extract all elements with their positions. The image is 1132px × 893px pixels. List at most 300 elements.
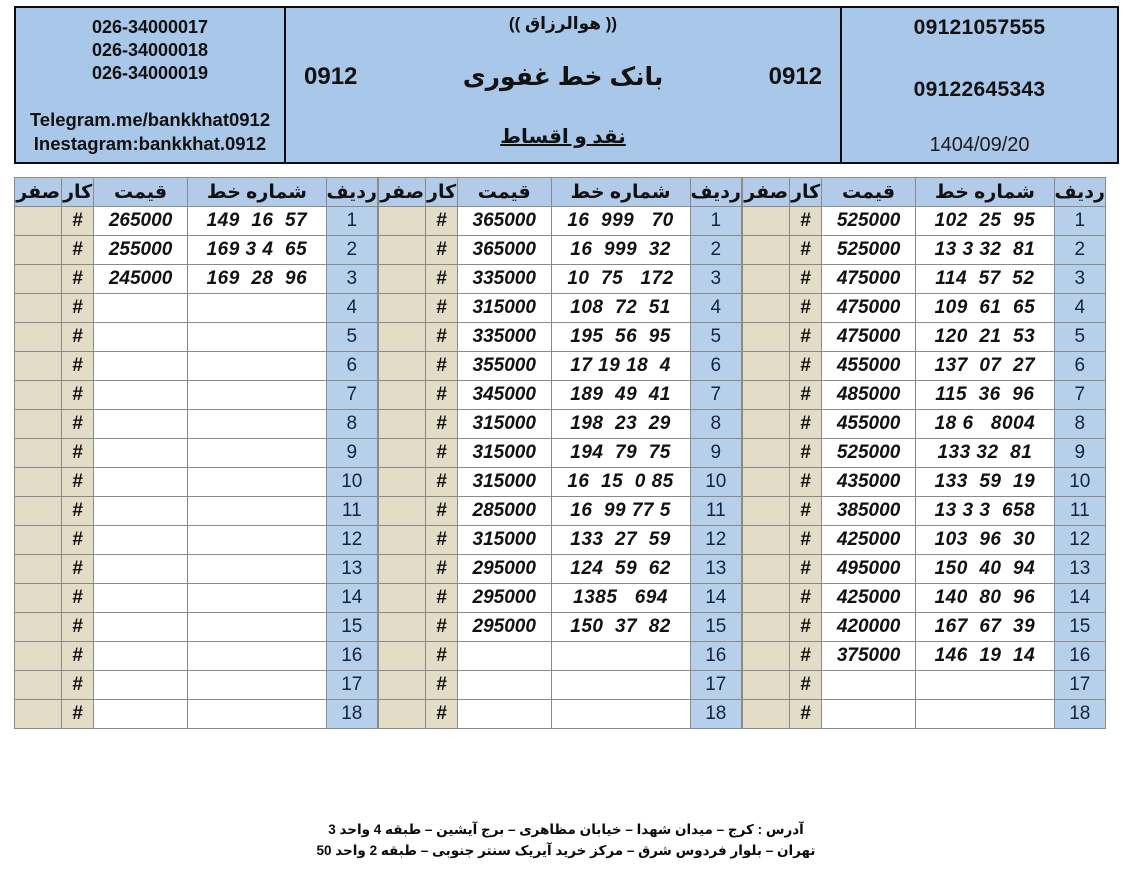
price-cell[interactable]: 355000 (457, 352, 551, 381)
landline-3: 026-34000019 (91, 63, 209, 84)
line-number-cell[interactable] (188, 526, 326, 555)
price-cell[interactable]: 295000 (457, 613, 551, 642)
zero-status-cell[interactable] (743, 323, 790, 352)
zero-status-cell[interactable] (379, 497, 426, 526)
column-header-index: ردیف (690, 178, 741, 207)
column-header-index: ردیف (1054, 178, 1105, 207)
line-number-cell[interactable]: 16 15 0 85 (551, 468, 690, 497)
price-cell[interactable] (93, 381, 187, 410)
line-number-cell[interactable] (188, 700, 326, 729)
zero-status-cell[interactable] (15, 555, 62, 584)
price-cell[interactable]: 315000 (457, 468, 551, 497)
zero-status-cell[interactable] (15, 439, 62, 468)
price-cell[interactable]: 245000 (93, 265, 187, 294)
row-index-cell: 13 (1054, 555, 1105, 584)
line-number-cell[interactable] (551, 642, 690, 671)
line-number-cell[interactable] (188, 613, 326, 642)
price-cell[interactable] (93, 439, 187, 468)
work-status-cell[interactable]: # (426, 642, 458, 671)
work-status-cell[interactable]: # (426, 584, 458, 613)
zero-status-cell[interactable] (379, 700, 426, 729)
work-status-cell[interactable]: # (426, 700, 458, 729)
zero-status-cell[interactable] (743, 294, 790, 323)
zero-status-cell[interactable] (379, 207, 426, 236)
line-number-cell[interactable]: 133 32 81 (916, 439, 1054, 468)
table-row (743, 207, 1106, 236)
zero-status-cell[interactable] (379, 294, 426, 323)
price-cell[interactable] (93, 671, 187, 700)
zero-status-cell[interactable] (743, 671, 790, 700)
work-status-cell[interactable]: # (426, 265, 458, 294)
price-cell[interactable]: 425000 (821, 526, 915, 555)
zero-status-cell[interactable] (743, 410, 790, 439)
price-cell[interactable] (457, 700, 551, 729)
instagram-handle[interactable]: Inestagram:bankkhat.0912 (33, 132, 267, 154)
work-status-cell[interactable]: # (426, 207, 458, 236)
line-number-cell[interactable]: 137 07 27 (916, 352, 1054, 381)
work-status-cell[interactable]: # (790, 236, 822, 265)
line-number-cell[interactable] (188, 671, 326, 700)
price-cell[interactable]: 285000 (457, 497, 551, 526)
price-cell[interactable] (93, 584, 187, 613)
line-number-cell[interactable] (188, 381, 326, 410)
table-header-row (379, 178, 742, 207)
row-index-cell: 6 (326, 352, 377, 381)
table-row (743, 381, 1106, 410)
zero-status-cell[interactable] (743, 468, 790, 497)
price-cell[interactable] (93, 294, 187, 323)
table-row (379, 323, 742, 352)
price-cell[interactable]: 375000 (821, 642, 915, 671)
table-row (743, 526, 1106, 555)
table-row (743, 352, 1106, 381)
row-index-cell: 11 (326, 497, 377, 526)
work-status-cell[interactable]: # (426, 526, 458, 555)
table-row (379, 584, 742, 613)
zero-status-cell[interactable] (379, 323, 426, 352)
work-status-cell[interactable]: # (62, 613, 94, 642)
zero-status-cell[interactable] (15, 323, 62, 352)
zero-status-cell[interactable] (15, 700, 62, 729)
price-cell[interactable]: 425000 (821, 584, 915, 613)
line-number-cell[interactable]: 198 23 29 (551, 410, 690, 439)
table-row (379, 555, 742, 584)
line-number-cell[interactable] (916, 700, 1054, 729)
work-status-cell[interactable]: # (62, 410, 94, 439)
line-number-cell[interactable]: 16 999 32 (551, 236, 690, 265)
zero-status-cell[interactable] (743, 584, 790, 613)
line-number-cell[interactable] (188, 294, 326, 323)
zero-status-cell[interactable] (743, 352, 790, 381)
zero-status-cell[interactable] (15, 381, 62, 410)
zero-status-cell[interactable] (743, 700, 790, 729)
work-status-cell[interactable]: # (790, 294, 822, 323)
work-status-cell[interactable]: # (426, 323, 458, 352)
row-index-cell: 8 (326, 410, 377, 439)
work-status-cell[interactable]: # (790, 642, 822, 671)
price-cell[interactable] (821, 700, 915, 729)
line-number-cell[interactable]: 1385 694 (551, 584, 690, 613)
zero-status-cell[interactable] (379, 526, 426, 555)
row-index-cell: 7 (690, 381, 741, 410)
row-index-cell: 1 (690, 207, 741, 236)
work-status-cell[interactable]: # (62, 236, 94, 265)
zero-status-cell[interactable] (379, 236, 426, 265)
work-status-cell[interactable]: # (62, 526, 94, 555)
line-number-cell[interactable] (188, 468, 326, 497)
table-row (15, 526, 378, 555)
price-cell[interactable] (93, 468, 187, 497)
work-status-cell[interactable]: # (62, 207, 94, 236)
line-number-cell[interactable]: 169 28 96 (188, 265, 326, 294)
payment-terms-text: نقد و اقساط (500, 126, 626, 148)
price-cell[interactable]: 525000 (821, 439, 915, 468)
zero-status-cell[interactable] (743, 439, 790, 468)
row-index-cell: 17 (690, 671, 741, 700)
table-row (15, 613, 378, 642)
price-cell[interactable]: 525000 (821, 236, 915, 265)
table-row (379, 497, 742, 526)
line-number-cell[interactable]: 108 72 51 (551, 294, 690, 323)
table-row (15, 439, 378, 468)
price-cell[interactable]: 345000 (457, 381, 551, 410)
line-number-cell[interactable]: 102 25 95 (916, 207, 1054, 236)
work-status-cell[interactable]: # (62, 642, 94, 671)
price-cell[interactable]: 315000 (457, 294, 551, 323)
zero-status-cell[interactable] (15, 207, 62, 236)
price-cell[interactable] (93, 323, 187, 352)
price-cell[interactable] (93, 700, 187, 729)
line-number-cell[interactable]: 189 49 41 (551, 381, 690, 410)
price-cell[interactable] (93, 613, 187, 642)
document-header (14, 6, 1119, 164)
line-number-cell[interactable] (551, 700, 690, 729)
line-number-cell[interactable]: 124 59 62 (551, 555, 690, 584)
row-index-cell: 18 (690, 700, 741, 729)
table-row (379, 700, 742, 729)
table-row (743, 555, 1106, 584)
document-footer (0, 820, 1132, 862)
work-status-cell[interactable]: # (62, 468, 94, 497)
row-index-cell: 4 (326, 294, 377, 323)
page-title: بانک خط غفوری (462, 63, 664, 91)
row-index-cell: 9 (326, 439, 377, 468)
zero-status-cell[interactable] (15, 352, 62, 381)
work-status-cell[interactable]: # (790, 700, 822, 729)
zero-status-cell[interactable] (743, 207, 790, 236)
line-number-cell[interactable]: 17 19 18 4 (551, 352, 690, 381)
price-cell[interactable]: 385000 (821, 497, 915, 526)
price-tables (14, 177, 1106, 729)
line-number-cell[interactable] (188, 323, 326, 352)
line-number-cell[interactable]: 140 80 96 (916, 584, 1054, 613)
line-number-cell[interactable]: 195 56 95 (551, 323, 690, 352)
work-status-cell[interactable]: # (62, 700, 94, 729)
work-status-cell[interactable]: # (790, 352, 822, 381)
work-status-cell[interactable]: # (790, 613, 822, 642)
work-status-cell[interactable]: # (426, 410, 458, 439)
line-number-cell[interactable] (916, 671, 1054, 700)
line-number-cell[interactable]: 194 79 75 (551, 439, 690, 468)
zero-status-cell[interactable] (15, 410, 62, 439)
table-row (15, 381, 378, 410)
row-index-cell: 5 (326, 323, 377, 352)
landline-group (92, 16, 208, 85)
work-status-cell[interactable]: # (790, 439, 822, 468)
column-header-zero: صفر (379, 178, 426, 207)
price-cell[interactable]: 435000 (821, 468, 915, 497)
price-cell[interactable]: 295000 (457, 555, 551, 584)
price-cell[interactable]: 420000 (821, 613, 915, 642)
work-status-cell[interactable]: # (62, 323, 94, 352)
column-header-index: ردیف (326, 178, 377, 207)
zero-status-cell[interactable] (743, 613, 790, 642)
table-row (15, 265, 378, 294)
line-number-cell[interactable]: 16 99 77 5 (551, 497, 690, 526)
work-status-cell[interactable]: # (426, 294, 458, 323)
price-cell[interactable]: 335000 (457, 323, 551, 352)
line-number-cell[interactable]: 103 96 30 (916, 526, 1054, 555)
work-status-cell[interactable]: # (790, 526, 822, 555)
line-number-cell[interactable]: 10 75 172 (551, 265, 690, 294)
price-cell[interactable]: 315000 (457, 410, 551, 439)
row-index-cell: 6 (690, 352, 741, 381)
zero-status-cell[interactable] (743, 265, 790, 294)
column-header-price: قیمت (93, 178, 187, 207)
table-row (379, 352, 742, 381)
zero-status-cell[interactable] (15, 236, 62, 265)
column-header-work: کار (790, 178, 822, 207)
line-number-cell[interactable]: 114 57 52 (916, 265, 1054, 294)
price-cell[interactable] (93, 410, 187, 439)
price-cell[interactable]: 365000 (457, 207, 551, 236)
line-number-cell[interactable]: 133 59 19 (916, 468, 1054, 497)
price-cell[interactable] (93, 352, 187, 381)
zero-status-cell[interactable] (15, 613, 62, 642)
landline-2: 026-34000018 (91, 40, 209, 61)
zero-status-cell[interactable] (379, 584, 426, 613)
work-status-cell[interactable]: # (426, 555, 458, 584)
row-index-cell: 11 (1054, 497, 1105, 526)
price-cell[interactable]: 265000 (93, 207, 187, 236)
price-cell[interactable] (821, 671, 915, 700)
price-cell[interactable]: 475000 (821, 323, 915, 352)
price-cell[interactable]: 295000 (457, 584, 551, 613)
line-number-cell[interactable]: 150 40 94 (916, 555, 1054, 584)
row-index-cell: 7 (1054, 381, 1105, 410)
line-number-cell[interactable] (188, 352, 326, 381)
line-number-cell[interactable] (188, 439, 326, 468)
price-cell[interactable] (93, 642, 187, 671)
work-status-cell[interactable]: # (62, 671, 94, 700)
work-status-cell[interactable]: # (426, 497, 458, 526)
header-contact-landline (16, 8, 284, 162)
row-index-cell: 10 (326, 468, 377, 497)
zero-status-cell[interactable] (379, 410, 426, 439)
price-cell[interactable]: 255000 (93, 236, 187, 265)
line-number-cell[interactable]: 16 999 70 (551, 207, 690, 236)
line-number-cell[interactable]: 13 3 3 658 (916, 497, 1054, 526)
address-karaj: آدرس : کرج – میدان شهدا – خیابان مظاهری – برج آیشین – طبقه 4 واحد 3 (328, 822, 804, 837)
zero-status-cell[interactable] (743, 642, 790, 671)
zero-status-cell[interactable] (15, 642, 62, 671)
column-header-line-number: شماره خط (188, 178, 326, 207)
telegram-handle[interactable]: Telegram.me/bankkhat0912 (29, 108, 271, 130)
work-status-cell[interactable]: # (426, 352, 458, 381)
column-header-price: قیمت (821, 178, 915, 207)
column-header-work: کار (426, 178, 458, 207)
row-index-cell: 13 (326, 555, 377, 584)
work-status-cell[interactable]: # (790, 381, 822, 410)
zero-status-cell[interactable] (379, 671, 426, 700)
row-index-cell: 10 (690, 468, 741, 497)
work-status-cell[interactable]: # (790, 584, 822, 613)
price-cell[interactable] (457, 671, 551, 700)
zero-status-cell[interactable] (15, 265, 62, 294)
zero-status-cell[interactable] (743, 381, 790, 410)
price-cell[interactable]: 475000 (821, 294, 915, 323)
price-cell[interactable]: 335000 (457, 265, 551, 294)
work-status-cell[interactable]: # (426, 236, 458, 265)
work-status-cell[interactable]: # (62, 439, 94, 468)
work-status-cell[interactable]: # (790, 265, 822, 294)
row-index-cell: 5 (690, 323, 741, 352)
zero-status-cell[interactable] (15, 294, 62, 323)
line-number-cell[interactable]: 109 61 65 (916, 294, 1054, 323)
line-number-cell[interactable]: 13 3 32 81 (916, 236, 1054, 265)
price-cell[interactable]: 455000 (821, 410, 915, 439)
work-status-cell[interactable]: # (790, 323, 822, 352)
work-status-cell[interactable]: # (790, 555, 822, 584)
table-row (15, 497, 378, 526)
row-index-cell: 2 (326, 236, 377, 265)
work-status-cell[interactable]: # (62, 265, 94, 294)
line-number-cell[interactable]: 146 19 14 (916, 642, 1054, 671)
line-number-cell[interactable]: 169 3 4 65 (188, 236, 326, 265)
price-table-3 (14, 177, 378, 729)
line-number-cell[interactable] (188, 642, 326, 671)
price-cell[interactable]: 455000 (821, 352, 915, 381)
work-status-cell[interactable]: # (62, 555, 94, 584)
zero-status-cell[interactable] (743, 526, 790, 555)
price-cell[interactable]: 485000 (821, 381, 915, 410)
zero-status-cell[interactable] (15, 497, 62, 526)
line-number-cell[interactable] (188, 555, 326, 584)
work-status-cell[interactable]: # (62, 352, 94, 381)
zero-status-cell[interactable] (743, 555, 790, 584)
work-status-cell[interactable]: # (790, 671, 822, 700)
zero-status-cell[interactable] (15, 671, 62, 700)
line-number-cell[interactable] (188, 410, 326, 439)
table-header-row (15, 178, 378, 207)
table-row (379, 613, 742, 642)
work-status-cell[interactable]: # (426, 671, 458, 700)
price-cell[interactable] (93, 555, 187, 584)
brand-row (286, 62, 840, 92)
zero-status-cell[interactable] (379, 439, 426, 468)
bismillah-text: (( هوالرزاق )) (508, 14, 618, 33)
line-number-cell[interactable] (188, 497, 326, 526)
work-status-cell[interactable]: # (426, 381, 458, 410)
row-index-cell: 14 (690, 584, 741, 613)
work-status-cell[interactable]: # (790, 468, 822, 497)
document-date: 1404/09/20 (929, 133, 1030, 156)
line-number-cell[interactable] (188, 584, 326, 613)
zero-status-cell[interactable] (379, 555, 426, 584)
line-number-cell[interactable]: 120 21 53 (916, 323, 1054, 352)
row-index-cell: 4 (1054, 294, 1105, 323)
table-row (15, 410, 378, 439)
price-cell[interactable]: 315000 (457, 439, 551, 468)
row-index-cell: 3 (326, 265, 377, 294)
zero-status-cell[interactable] (15, 526, 62, 555)
work-status-cell[interactable]: # (62, 381, 94, 410)
table-row (15, 352, 378, 381)
work-status-cell[interactable]: # (62, 294, 94, 323)
zero-status-cell[interactable] (379, 381, 426, 410)
row-index-cell: 18 (1054, 700, 1105, 729)
work-status-cell[interactable]: # (426, 468, 458, 497)
zero-status-cell[interactable] (15, 468, 62, 497)
price-cell[interactable]: 365000 (457, 236, 551, 265)
price-cell[interactable]: 525000 (821, 207, 915, 236)
line-number-cell[interactable]: 150 37 82 (551, 613, 690, 642)
work-status-cell[interactable]: # (790, 497, 822, 526)
price-cell[interactable]: 495000 (821, 555, 915, 584)
table-row (15, 294, 378, 323)
line-number-cell[interactable]: 18 6 8004 (916, 410, 1054, 439)
line-number-cell[interactable]: 115 36 96 (916, 381, 1054, 410)
row-index-cell: 15 (690, 613, 741, 642)
column-header-line-number: شماره خط (916, 178, 1054, 207)
social-group (30, 108, 270, 156)
table-row (743, 700, 1106, 729)
table-row (379, 381, 742, 410)
zero-status-cell[interactable] (15, 584, 62, 613)
table-row (15, 700, 378, 729)
work-status-cell[interactable]: # (62, 497, 94, 526)
zero-status-cell[interactable] (379, 613, 426, 642)
table-row (15, 323, 378, 352)
table-row (743, 236, 1106, 265)
zero-status-cell[interactable] (379, 468, 426, 497)
price-cell[interactable] (93, 497, 187, 526)
work-status-cell[interactable]: # (790, 207, 822, 236)
line-number-cell[interactable]: 133 27 59 (551, 526, 690, 555)
price-cell[interactable]: 315000 (457, 526, 551, 555)
price-cell[interactable] (457, 642, 551, 671)
table-row (379, 526, 742, 555)
line-number-cell[interactable]: 167 67 39 (916, 613, 1054, 642)
price-cell[interactable]: 475000 (821, 265, 915, 294)
price-table-2 (378, 177, 742, 729)
mobile-phone-2: 09122645343 (913, 77, 1046, 101)
row-index-cell: 2 (690, 236, 741, 265)
zero-status-cell[interactable] (743, 497, 790, 526)
zero-status-cell[interactable] (743, 236, 790, 265)
work-status-cell[interactable]: # (426, 439, 458, 468)
zero-status-cell[interactable] (379, 642, 426, 671)
work-status-cell[interactable]: # (790, 410, 822, 439)
work-status-cell[interactable]: # (62, 584, 94, 613)
price-cell[interactable] (93, 526, 187, 555)
line-number-cell[interactable]: 149 16 57 (188, 207, 326, 236)
line-number-cell[interactable] (551, 671, 690, 700)
work-status-cell[interactable]: # (426, 613, 458, 642)
table-row (743, 265, 1106, 294)
zero-status-cell[interactable] (379, 265, 426, 294)
zero-status-cell[interactable] (379, 352, 426, 381)
